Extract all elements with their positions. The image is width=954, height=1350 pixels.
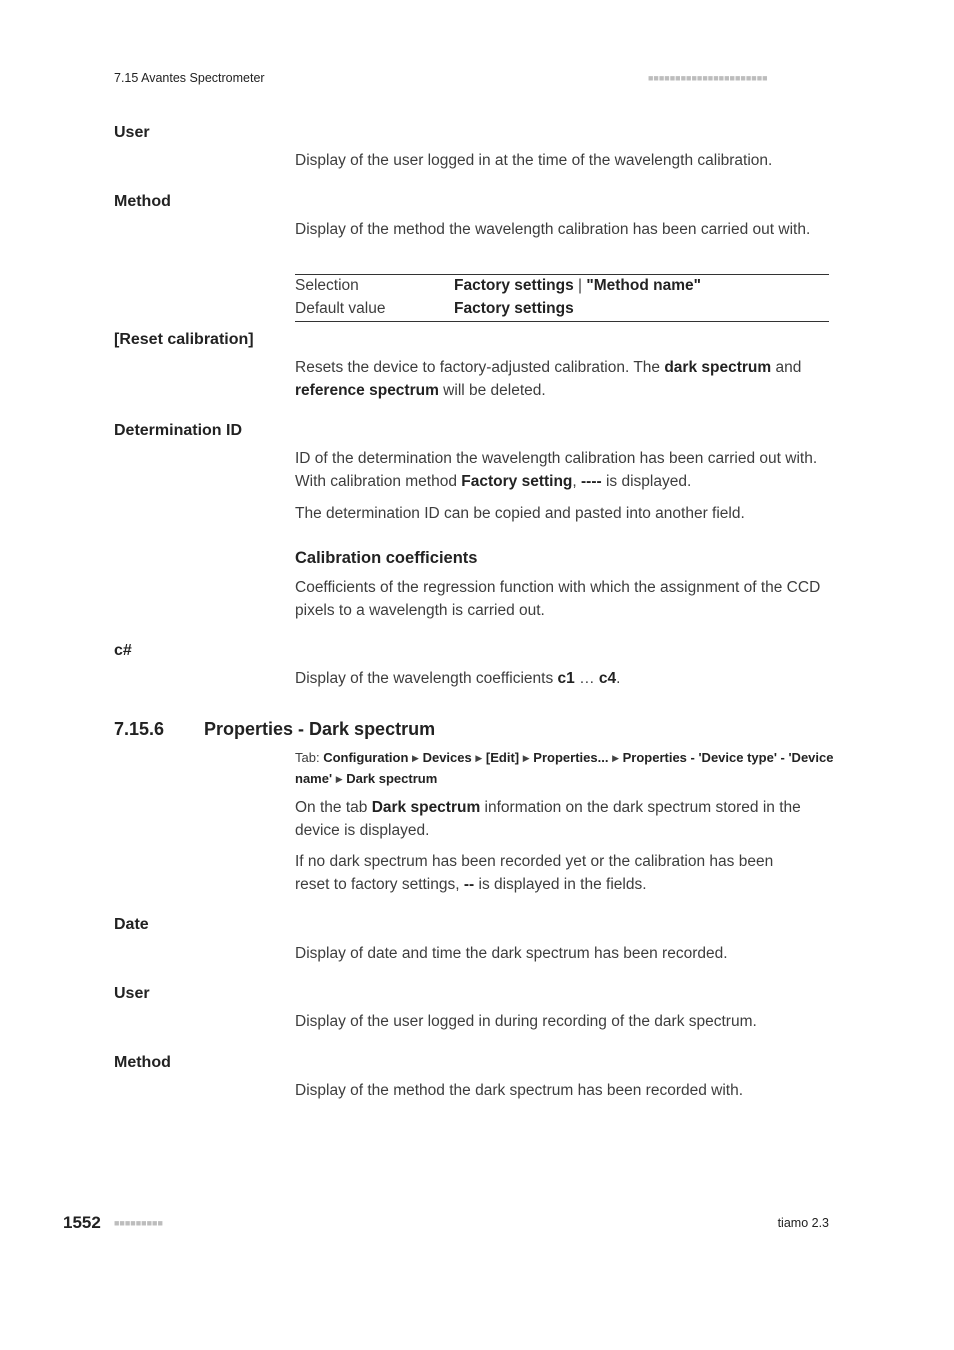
calibration-coefficients-heading: Calibration coefficients <box>295 549 478 567</box>
desc-determination-id-copy: The determination ID can be copied and pasted into another field. <box>295 505 745 522</box>
tab-path-properties: Properties... <box>533 750 609 765</box>
desc-method: Display of the method the wavelength calibration has been carried out with. <box>295 221 811 238</box>
arrow-right-icon: ▶ <box>475 753 483 763</box>
footer-decoration: ■■■■■■■■■ <box>114 1218 163 1228</box>
term-method: Method <box>114 193 171 210</box>
footer-product: tiamo 2.3 <box>777 1216 829 1230</box>
desc-user: Display of the user logged in at the time of the wavelength calibration. <box>295 152 773 169</box>
desc-determination-id: ID of the determination the wavelength calibration has been carried out with. With calibration method Factory setting, ---- is displayed. <box>295 450 818 490</box>
running-header-section: 7.15 Avantes Spectrometer <box>114 71 265 85</box>
selection-row <box>295 275 829 298</box>
desc-c-number: Display of the wavelength coefficients c1 … c4. <box>295 670 621 687</box>
intro-dark-spectrum: On the tab Dark spectrum information on the dark spectrum stored in the device is displayed. <box>295 799 801 839</box>
tab-path-properties-device: Properties - 'Device type' - 'Device name' <box>295 750 834 786</box>
tab-path-devices: Devices <box>422 750 472 765</box>
selection-value-method-name: "Method name" <box>586 277 701 294</box>
term-user: User <box>114 124 150 141</box>
default-value: Factory settings <box>454 300 574 317</box>
term-reset-calibration: [Reset calibration] <box>114 331 254 348</box>
selection-values <box>454 275 701 298</box>
selection-value-factory: Factory settings <box>454 277 574 294</box>
tab-path-dark-spectrum: Dark spectrum <box>346 771 438 786</box>
term-determination-id: Determination ID <box>114 422 243 439</box>
arrow-right-icon: ▶ <box>522 753 530 763</box>
desc-method-dark: Display of the method the dark spectrum has been recorded with. <box>295 1082 744 1099</box>
default-label: Default value <box>295 300 386 317</box>
desc-date: Display of date and time the dark spectrum has been recorded. <box>295 945 728 962</box>
header-decoration: ■■■■■■■■■■■■■■■■■■■■■■ <box>648 73 768 83</box>
tab-path-configuration: Configuration <box>323 750 409 765</box>
arrow-right-icon: ▶ <box>412 753 419 763</box>
section-title: Properties - Dark spectrum <box>204 719 436 739</box>
page-number: 1552 <box>63 1213 101 1232</box>
selection-table <box>295 274 829 322</box>
intro-no-dark-spectrum: If no dark spectrum has been recorded yet or the calibration has been reset to factory settings, -- is displayed in the fields. <box>295 853 774 893</box>
desc-user-dark: Display of the user logged in during recording of the dark spectrum. <box>295 1013 757 1030</box>
desc-reset-calibration: Resets the device to factory-adjusted calibration. The dark spectrum and reference spectrum will be deleted. <box>295 359 802 399</box>
term-date: Date <box>114 916 149 933</box>
arrow-right-icon: ▶ <box>612 753 619 763</box>
arrow-right-icon: ▶ <box>335 774 343 784</box>
tab-path <box>295 748 835 790</box>
calibration-coefficients-desc: Coefficients of the regression function with which the assignment of the CCD pixels to a wavelength is carried out. <box>295 579 821 619</box>
selection-separator: | <box>578 277 583 294</box>
selection-label: Selection <box>295 277 359 294</box>
default-row <box>295 298 829 321</box>
term-c-number: c# <box>114 642 132 659</box>
term-method-dark: Method <box>114 1054 171 1071</box>
term-user-dark: User <box>114 985 150 1002</box>
tab-prefix: Tab: <box>295 750 324 765</box>
tab-path-edit: [Edit] <box>485 750 520 765</box>
section-number: 7.15.6 <box>114 719 165 739</box>
